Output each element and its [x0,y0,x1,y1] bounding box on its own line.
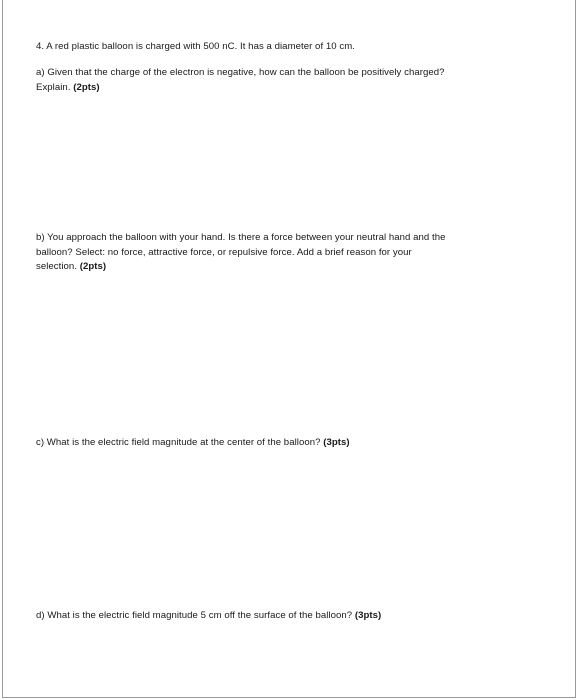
part-a-points: (2pts) [73,81,100,93]
part-b-line-3: selection. [36,261,80,273]
question-part-b [36,231,536,275]
question-title [36,40,536,55]
part-c-line-1: c) What is the electric field magnitude at the center of the balloon? [36,437,324,448]
question-part-c [36,436,536,451]
part-a-line-1: a) Given that the charge of the electron is negative, how can the balloon be positively charged? [36,67,445,78]
part-d-points: (3pts) [354,610,382,621]
part-b-line-2: balloon? Select: no force, attractive force, or repulsive force. Add a brief reason for your [36,246,412,258]
worksheet-page [2,0,576,698]
part-d-line-1: d) What is the electric field magnitude 5 cm off the surface of the balloon? [36,610,355,621]
question-part-d [36,609,536,624]
part-b-line-1: b) You approach the balloon with your hand. Is there a force between your neutral hand and the [36,232,446,243]
part-c-points: (3pts) [323,437,350,448]
question-part-a [36,66,536,95]
part-a-line-2: Explain. [36,81,74,93]
question-title-text: 4. A red plastic balloon is charged with 500 nC. It has a diameter of 10 cm. [36,41,355,52]
part-b-points: (2pts) [79,261,107,273]
